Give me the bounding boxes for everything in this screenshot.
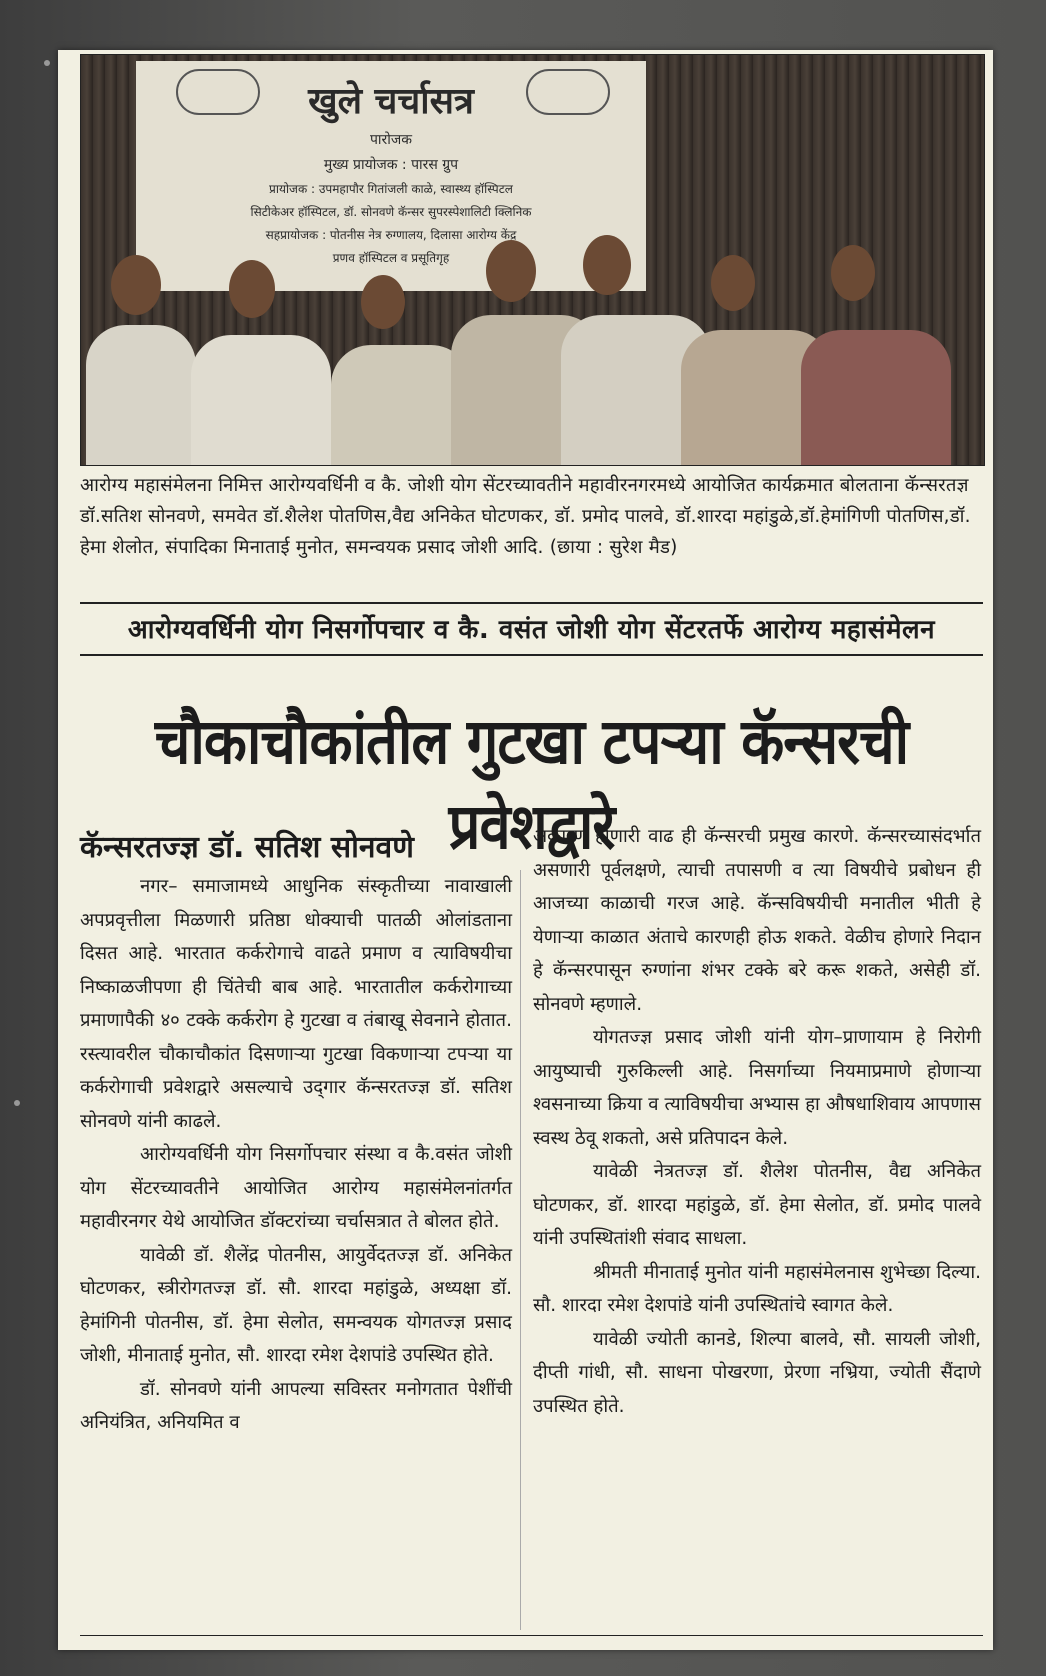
- article-column-right: [533, 820, 981, 1423]
- event-banner: [136, 61, 646, 291]
- paragraph: श्रीमती मीनाताई मुनोत यांनी महासंमेलनास शुभेच्छा दिल्या. सौ. शारदा रमेश देशपांडे यांनी उपस्थितांचे स्वागत केले.: [533, 1261, 981, 1316]
- byline: कॅन्सरतज्ज्ञ डॉ. सतिश सोनवणे: [80, 830, 414, 865]
- rule: [80, 1635, 983, 1636]
- banner-line: पारोजक: [369, 132, 413, 148]
- rule: [80, 602, 983, 604]
- rule: [80, 654, 983, 656]
- panelist-head: [583, 235, 631, 295]
- paragraph: यावेळी डॉ. शैलेंद्र पोतनीस, आयुर्वेदतज्ज्ञ डॉ. अनिकेत घोटणकर, स्त्रीरोगतज्ज्ञ डॉ. सौ. शारदा महांडुळे, अध्यक्षा डॉ. हेमांगिनी पोतनीस, डॉ. हेमा सेलोत, समन्वयक योगतज्ज्ञ प्रसाद जोशी, मीनाताई मुनोत, सौ. शारदा रमेश देशपांडे उपस्थित होते.: [80, 1244, 512, 1366]
- banner-line: प्रणव हॉस्पिटल व प्रसूतिगृह: [332, 251, 450, 265]
- subheadline: आरोग्यवर्धिनी योग निसर्गोपचार व कै. वसंत जोशी योग सेंटरतर्फे आरोग्य महासंमेलन: [127, 615, 936, 645]
- cloud-logo-right: [526, 69, 610, 115]
- panelist-head: [831, 245, 875, 301]
- photo-caption: आरोग्य महासंमेलना निमित्त आरोग्यवर्धिनी व कै. जोशी योग सेंटरच्यावतीने महावीरनगरमध्ये आयोजित कार्यक्रमात बोलताना कॅन्सरतज्ञ डॉ.सतिश सोनवणे, समवेत डॉ.शैलेश पोतणिस,वैद्य अनिकेत घोटणकर, डॉ. प्रमोद पालवे, डॉ.शारदा महांडुळे,डॉ.हेमांगिणी पोतणिस,डॉ. हेमा शेलोत, संपादिका मिनाताई मुनोत, समन्वयक प्रसाद जोशी आदि. (छाया : सुरेश मैड): [80, 475, 971, 558]
- paragraph: योगतज्ज्ञ प्रसाद जोशी यांनी योग–प्राणायाम हे निरोगी आयुष्याची गुरुकिल्ली आहे. निसर्गाच्या नियमाप्रमाणे होणाऱ्या श्वसनाच्या क्रिया व त्याविषयीचा अभ्यास हा औषधाशिवाय आपणास स्वस्थ ठेवू शकतो, असे प्रतिपादन केले.: [533, 1027, 981, 1149]
- panelist-head: [229, 260, 275, 318]
- cloud-logo-left: [176, 69, 260, 115]
- paragraph: आरोग्यवर्धिनी योग निसर्गोपचार संस्था व कै.वसंत जोशी योग सेंटरच्यावतीने आयोजित आरोग्य महासंमेलनांतर्गत महावीरनगर येथे आयोजित डॉक्टरांच्या चर्चासत्रात ते बोलत होते.: [80, 1144, 512, 1232]
- panelist-head: [111, 255, 161, 315]
- banner-line: सिटीकेअर हॉस्पिटल, डॉ. सोनवणे कॅन्सर सुपरस्पेशालिटी क्लिनिक: [250, 205, 532, 219]
- panelist: [86, 325, 196, 465]
- headline: चौकाचौकांतील गुटखा टपऱ्या कॅन्सरची प्रवेशद्वारे: [154, 705, 909, 864]
- newspaper-clipping: [58, 50, 993, 1650]
- panelist-head: [711, 255, 755, 311]
- panelist-head: [361, 275, 405, 329]
- event-photo: [80, 54, 985, 466]
- article-column-left: [80, 870, 512, 1440]
- pin: [14, 1100, 20, 1106]
- panelist: [801, 330, 951, 465]
- paragraph: नगर– समाजामध्ये आधुनिक संस्कृतीच्या नावाखाली अपप्रवृत्तीला मिळणारी प्रतिष्ठा धोक्याची पातळी ओलांडताना दिसत आहे. भारतात कर्करोगाचे वाढते प्रमाण व त्याविषयीचा निष्काळजीपणा ही चिंतेची बाब आहे. भारतातील कर्करोगाच्या प्रमाणापैकी ४० टक्के कर्करोग हे गुटखा व तंबाखू सेवनाने होतात. रस्त्यावरील चौकाचौकांत दिसणाऱ्या गुटखा विकणाऱ्या टपऱ्या या कर्करोगाची प्रवेशद्वारे असल्याचे उद्‌गार कॅन्सरतज्ज्ञ डॉ. सतिश सोनवणे यांनी काढले.: [80, 876, 512, 1132]
- speaker-head: [486, 240, 536, 302]
- paragraph: यावेळी ज्योती कानडे, शिल्पा बालवे, सौ. सायली जोशी, दीप्ती गांधी, सौ. साधना पोखरणा, प्रेरणा नभ्रिया, ज्योती सैंदाणे उपस्थित होते.: [533, 1328, 981, 1417]
- panelist: [191, 335, 331, 465]
- banner-line: सहप्रायोजक : पोतनीस नेत्र रुग्णालय, दिलासा आरोग्य केंद्र: [265, 228, 517, 242]
- banner-title: खुले चर्चासत्र: [308, 80, 474, 122]
- paragraph: डॉ. सोनवणे यांनी आपल्या सविस्तर मनोगतात पेशींची अनियंत्रित, अनियमित व: [80, 1378, 512, 1433]
- banner-line: मुख्य प्रायोजक : पारस ग्रुप: [323, 157, 459, 173]
- paragraph: अकारण होणारी वाढ ही कॅन्सरची प्रमुख कारणे. कॅन्सरच्यासंदर्भात असणारी पूर्वलक्षणे, त्याची तपासणी व त्या विषयीचे प्रबोधन ही आजच्या काळाची गरज आहे. कॅन्सविषयीची मनातील भीती हे येणाऱ्या काळात अंताचे कारणही होऊ शकते. वेळीच होणारे निदान हे कॅन्सरपासून रुग्णांना शंभर टक्के बरे करू शकते, असेही डॉ. सोनवणे म्हणाले.: [533, 826, 981, 1015]
- banner-line: प्रायोजक : उपमहापौर गितांजली काळे, स्वास्थ्य हॉस्पिटल: [269, 182, 513, 196]
- pin: [44, 60, 50, 66]
- paragraph: यावेळी नेत्रतज्ज्ञ डॉ. शैलेश पोतनीस, वैद्य अनिकेत घोटणकर, डॉ. शारदा महांडुळे, डॉ. हेमा सेलोत, डॉ. प्रमोद पालवे यांनी उपस्थितांशी संवाद साधला.: [533, 1161, 981, 1249]
- column-divider: [520, 870, 521, 1630]
- panelist: [331, 345, 471, 465]
